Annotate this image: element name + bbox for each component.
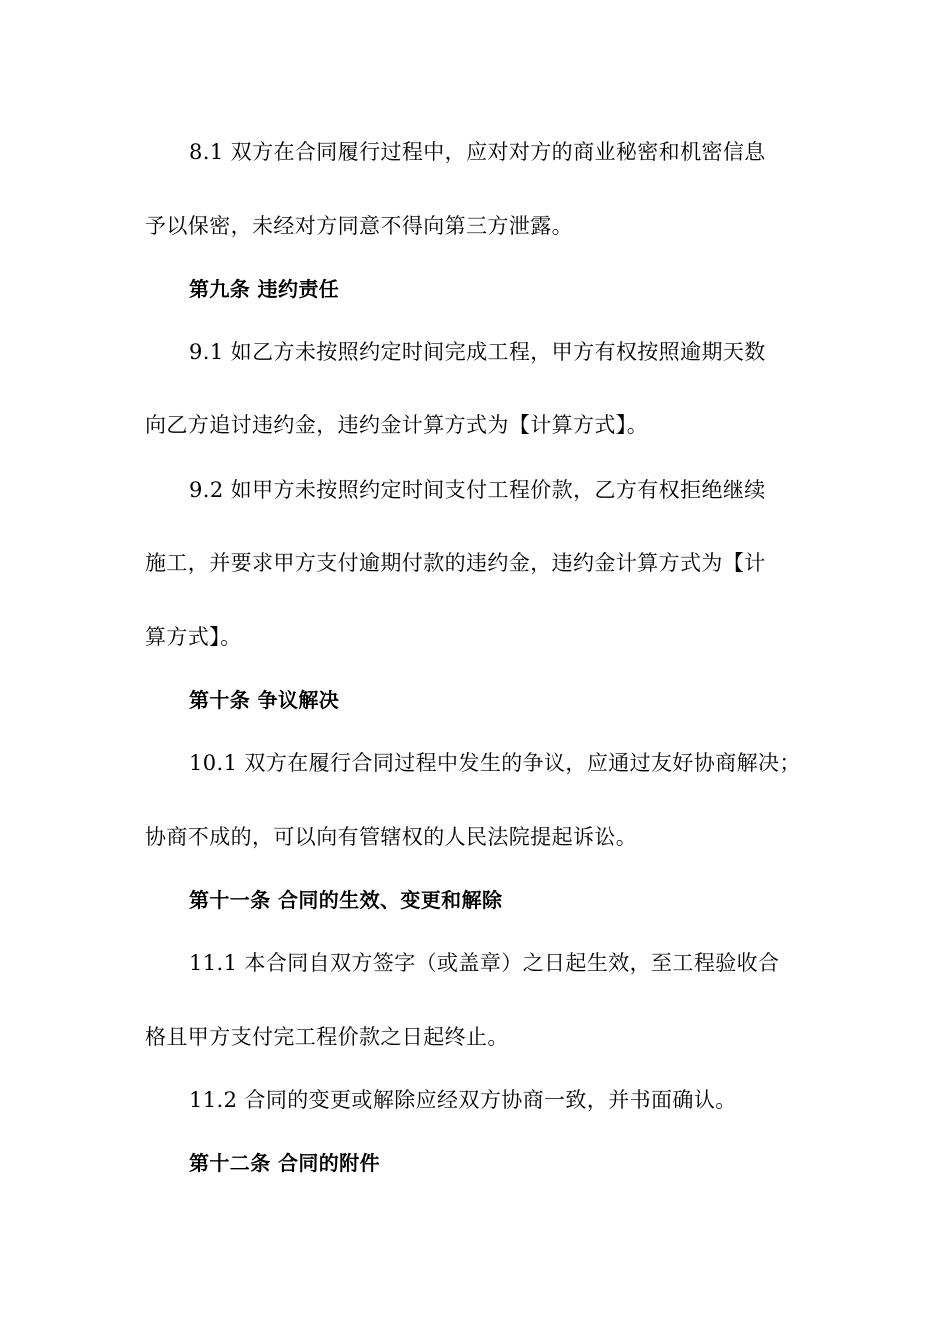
heading-article-11: 第十一条 合同的生效、变更和解除 xyxy=(189,888,503,912)
clause-11-1-line-1: 11.1 本合同自双方签字（或盖章）之日起生效，至工程验收合 xyxy=(189,951,780,975)
clause-9-2-line-2: 施工，并要求甲方支付逾期付款的违约金，违约金计算方式为【计 xyxy=(145,551,766,575)
clause-9-2-line-3: 算方式】。 xyxy=(145,625,242,649)
clause-9-1-line-1: 9.1 如乙方未按照约定时间完成工程，甲方有权按照逾期天数 xyxy=(189,340,766,364)
clause-9-1-line-2: 向乙方追讨违约金，违约金计算方式为【计算方式】。 xyxy=(145,413,649,437)
clause-10-1-line-2: 协商不成的，可以向有管辖权的人民法院提起诉讼。 xyxy=(145,825,638,849)
clause-8-1-line-1: 8.1 双方在合同履行过程中，应对对方的商业秘密和机密信息 xyxy=(189,140,766,164)
clause-9-2-line-1: 9.2 如甲方未按照约定时间支付工程价款，乙方有权拒绝继续 xyxy=(189,478,766,502)
heading-article-10: 第十条 争议解决 xyxy=(189,688,340,712)
clause-10-1-line-1: 10.1 双方在履行合同过程中发生的争议，应通过友好协商解决； xyxy=(189,751,801,775)
heading-article-12: 第十二条 合同的附件 xyxy=(189,1151,380,1175)
heading-article-9: 第九条 违约责任 xyxy=(189,277,340,301)
clause-8-1-line-2: 予以保密，未经对方同意不得向第三方泄露。 xyxy=(145,214,573,238)
clause-11-1-line-2: 格且甲方支付完工程价款之日起终止。 xyxy=(145,1025,509,1049)
clause-11-2-line-1: 11.2 合同的变更或解除应经双方协商一致，并书面确认。 xyxy=(189,1088,737,1112)
